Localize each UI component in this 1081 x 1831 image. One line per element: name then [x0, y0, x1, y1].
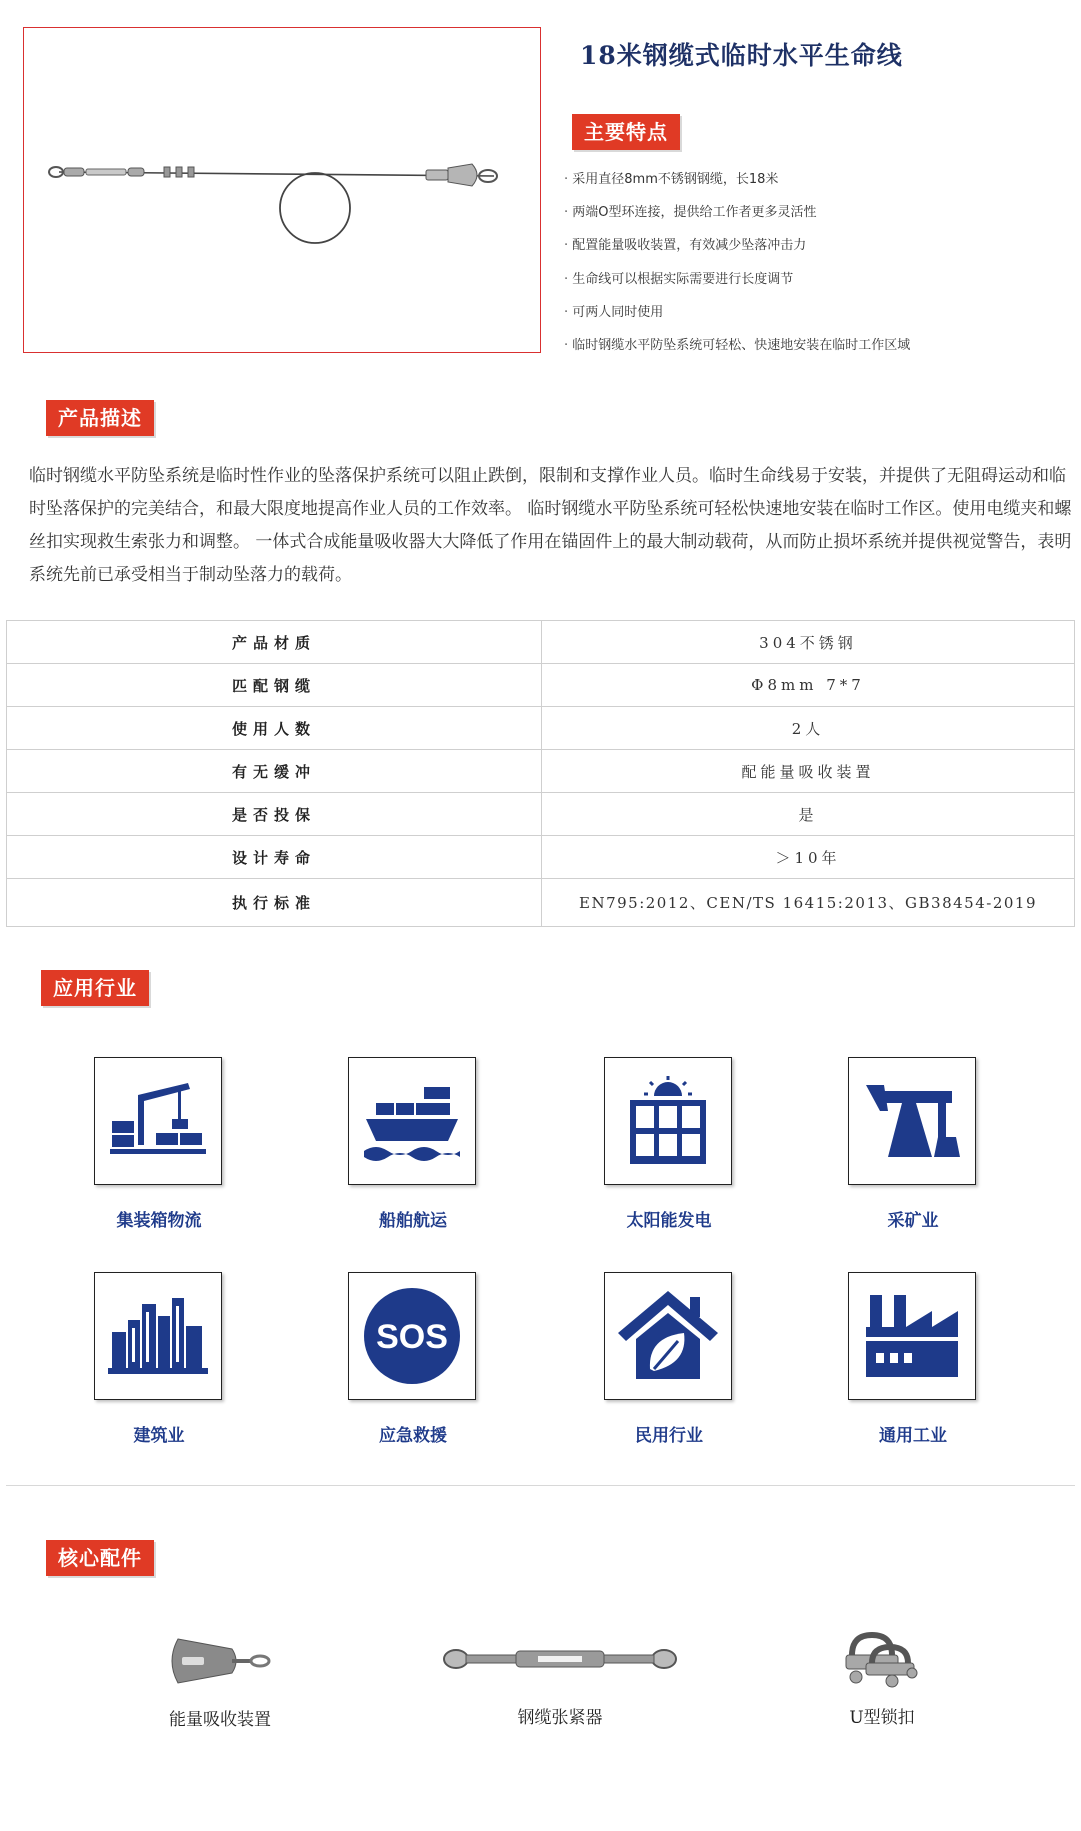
- house-leaf-icon: [604, 1272, 732, 1400]
- part-label: 钢缆张紧器: [517, 1708, 603, 1728]
- industry-item-emergency: [348, 1272, 478, 1446]
- spec-key: 匹配钢缆: [7, 664, 542, 707]
- feature-item: · 临时钢缆水平防坠系统可轻松、快速地安装在临时工作区域: [564, 336, 910, 369]
- industry-item-container-logistics: [94, 1057, 224, 1231]
- section-divider: [6, 1485, 1075, 1486]
- feature-item: · 生命线可以根据实际需要进行长度调节: [564, 270, 910, 303]
- table-row: [7, 793, 1075, 836]
- spec-key: 设计寿命: [7, 836, 542, 879]
- industry-label: 船舶航运: [379, 1211, 447, 1231]
- industry-item-construction: [94, 1272, 224, 1446]
- table-row: [7, 879, 1075, 927]
- industry-item-shipping: [348, 1057, 478, 1231]
- product-title: 18米钢缆式临时水平生命线: [580, 41, 903, 70]
- part-label: 能量吸收装置: [169, 1710, 271, 1730]
- product-image: [23, 27, 541, 353]
- sos-icon: [348, 1272, 476, 1400]
- description-heading: 产品描述: [46, 400, 154, 436]
- table-row: [7, 750, 1075, 793]
- spec-key: 是否投保: [7, 793, 542, 836]
- description-text: 临时钢缆水平防坠系统是临时性作业的坠落保护系统可以阻止跌倒，限制和支撑作业人员。临时生命线易于安装，并提供了无阻碍运动和临时坠落保护的完美结合，和最大限度地提高作业人员的工作效率。 临时钢缆水平防坠系统可轻松快速地安装在临时工作区。使用电缆夹和螺丝扣实现救生索张力和调整。 一体式合成能量吸收器大大降低了作用在锚固件上的最大制动载荷，从而防止损坏系统并提供视觉警告，表明系统先前已承受相当于制动坠落力的载荷。: [29, 466, 1072, 585]
- industry-label: 应急救援: [379, 1426, 447, 1446]
- part-item-energy-absorber: [150, 1625, 290, 1730]
- spec-key: 有无缓冲: [7, 750, 542, 793]
- spec-value: 2人: [542, 707, 1075, 750]
- feature-item: · 两端O型环连接，提供给工作者更多灵活性: [564, 203, 910, 236]
- feature-item: · 可两人同时使用: [564, 303, 910, 336]
- factory-icon: [848, 1272, 976, 1400]
- industry-item-general-industry: [848, 1272, 978, 1446]
- part-item-u-clamp: [822, 1625, 942, 1728]
- table-row: [7, 707, 1075, 750]
- ship-icon: [348, 1057, 476, 1185]
- u-clamp-icon: [832, 1625, 932, 1695]
- industries-heading: 应用行业: [41, 970, 149, 1006]
- feature-item: · 采用直径8mm不锈钢钢缆，长18米: [564, 170, 910, 203]
- spec-key: 执行标准: [7, 879, 542, 927]
- industry-item-mining: [848, 1057, 978, 1231]
- industry-label: 建筑业: [133, 1426, 185, 1446]
- spec-value: EN795:2012、CEN/TS 16415:2013、GB38454-2019: [542, 879, 1075, 927]
- spec-value: 配能量吸收装置: [542, 750, 1075, 793]
- solar-panel-icon: [604, 1057, 732, 1185]
- part-label: U型锁扣: [849, 1708, 915, 1728]
- features-list: [564, 170, 910, 369]
- spec-key: 产品材质: [7, 621, 542, 664]
- industry-label: 太阳能发电: [626, 1211, 712, 1231]
- spec-value: Φ8mm 7*7: [542, 664, 1075, 707]
- spec-value: 是: [542, 793, 1075, 836]
- table-row: [7, 664, 1075, 707]
- spec-value: ＞10年: [542, 836, 1075, 879]
- pumpjack-icon: [848, 1057, 976, 1185]
- part-item-turnbuckle: [440, 1625, 680, 1728]
- industry-item-solar: [604, 1057, 734, 1231]
- industry-label: 民用行业: [635, 1426, 703, 1446]
- table-row: [7, 621, 1075, 664]
- table-row: [7, 836, 1075, 879]
- spec-key: 使用人数: [7, 707, 542, 750]
- industry-label: 集装箱物流: [116, 1211, 202, 1231]
- lifeline-illustration: [24, 28, 542, 354]
- feature-item: · 配置能量吸收装置，有效减少坠落冲击力: [564, 236, 910, 269]
- industry-label: 采矿业: [887, 1211, 939, 1231]
- industry-item-civil: [604, 1272, 734, 1446]
- spec-table: [6, 620, 1075, 927]
- svg-text:SOS: SOS: [376, 1318, 448, 1356]
- industry-label: 通用工业: [879, 1426, 947, 1446]
- spec-value: 304不锈钢: [542, 621, 1075, 664]
- features-heading: 主要特点: [572, 114, 680, 150]
- container-crane-icon: [94, 1057, 222, 1185]
- energy-absorber-icon: [160, 1625, 280, 1695]
- buildings-icon: [94, 1272, 222, 1400]
- parts-heading: 核心配件: [46, 1540, 154, 1576]
- turnbuckle-icon: [440, 1625, 680, 1695]
